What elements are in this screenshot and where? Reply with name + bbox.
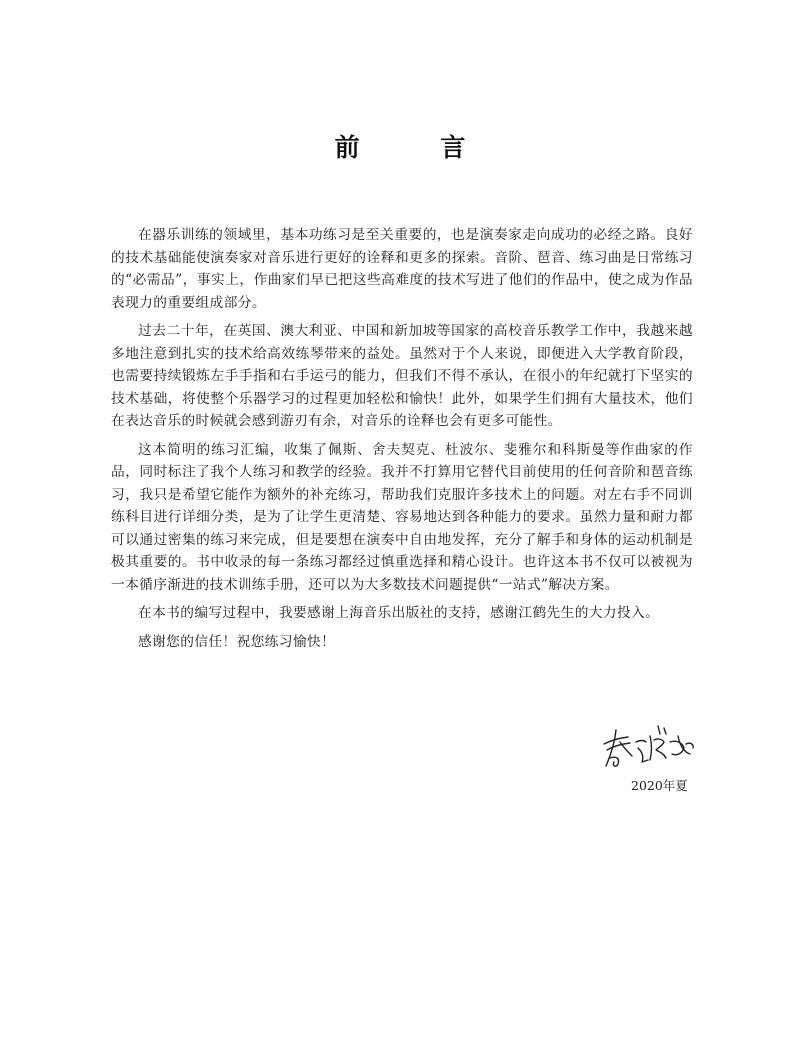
page-title: 前 言: [334, 133, 502, 162]
date-signature: 2020年夏: [631, 778, 688, 793]
paragraph-1: 在器乐训练的领域里，基本功练习是至关重要的，也是演奏家走向成功的必经之路。良好的技术基础能使演奏家对音乐进行更好的诠释和更多的探索。音阶、琶音、练习曲是日常练习的“必需品”，事实上，作曲家们早已把这些高难度的技术写进了他们的作品中，使之成为作品表现力的重要组成部分。: [111, 227, 693, 311]
paragraph-3: 这本简明的练习汇编，收集了佩斯、舍夫契克、杜波尔、斐雅尔和科斯曼等作曲家的作品，同时标注了我个人练习和教学的经验。我并不打算用它替代目前使用的任何音阶和琶音练习，我只是希望它能作为额外的补充练习，帮助我们克服许多技术上的问题。对左右手不同训练科目进行详细分类，是为了让学生更清楚、容易地达到各种能力的要求。虽然力量和耐力都可以通过密集的练习来完成，但是要想在演奏中自由地发挥，充分了解手和身体的运动机制是极其重要的。书中收录的每一条练习都经过慎重选择和精心设计。也许这本书不仅可以被视为一本循序渐进的技术训练手册，还可以为大多数技术问题提供“一站式”解决方案。: [111, 441, 693, 593]
paragraph-5: 感谢您的信任！祝您练习愉快！: [138, 633, 336, 650]
preface-body: [111, 224, 693, 659]
handwritten-signature: [598, 722, 698, 770]
paragraph-2: 过去二十年，在英国、澳大利亚、中国和新加坡等国家的高校音乐教学工作中，我越来越多地注意到扎实的技术给高效练琴带来的益处。虽然对于个人来说，即便进入大学教育阶段，也需要持续锻炼左手手指和右手运弓的能力，但我们不得不承认，在很小的年纪就打下坚实的技术基础，将使整个乐器学习的过程更加轻松和愉快！此外，如果学生们拥有大量技术，他们在表达音乐的时候就会感到游刃有余，对音乐的诠释也会有更多可能性。: [111, 323, 693, 429]
paragraph-4: 在本书的编写过程中，我要感谢上海音乐出版社的支持，感谢江鹤先生的大力投入。: [138, 605, 660, 621]
